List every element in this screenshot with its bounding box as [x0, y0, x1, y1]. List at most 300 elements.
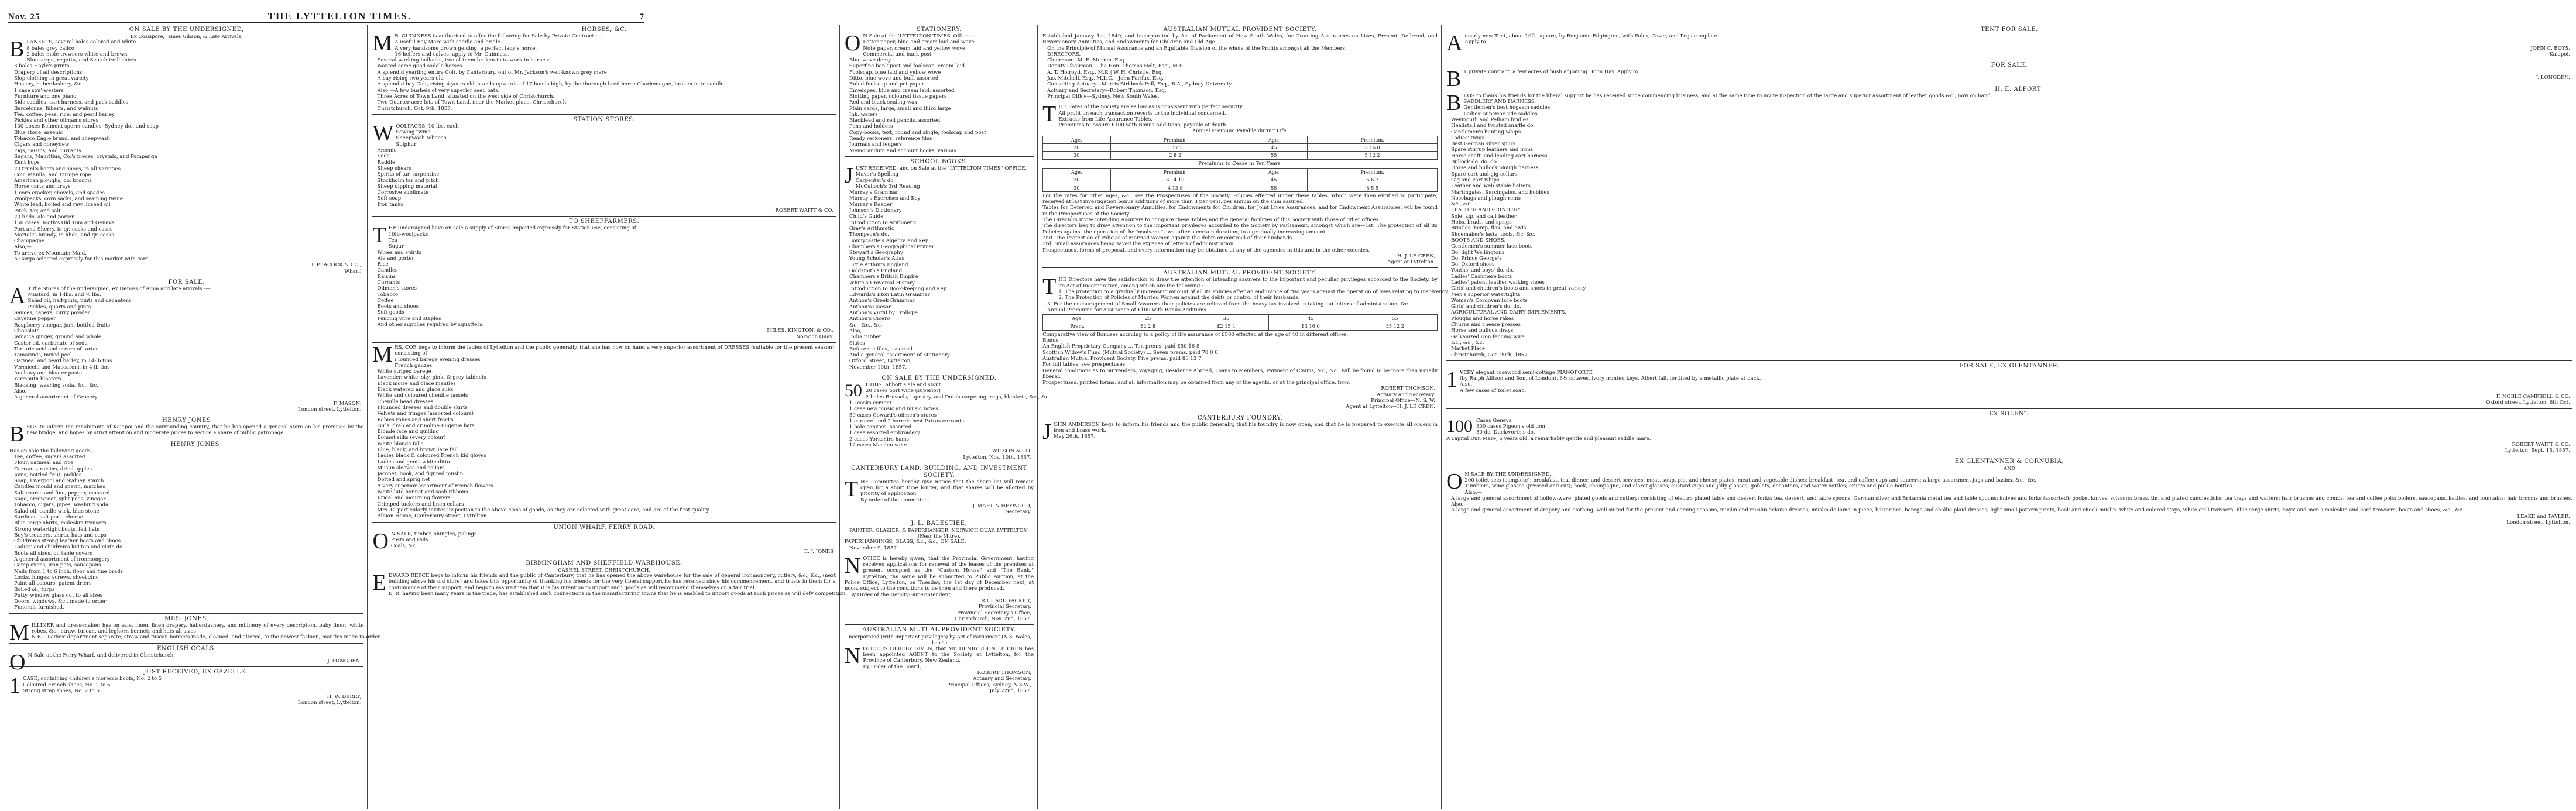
table-cell: 5 12 2: [1308, 152, 1438, 159]
ad-signature: J. MARTIN HEYWOOD,: [972, 503, 1032, 510]
ad-line: Flour, oatmeal and rice: [14, 460, 74, 466]
ad-line: A useful Bay Mare with saddle and bridle.: [395, 39, 502, 46]
drop-cap: 1: [1446, 367, 1457, 392]
ad-line: HE Rates of the Society are as low as is consistent with perfect security.: [1058, 104, 1244, 111]
ad-line: Also,: [849, 328, 862, 334]
ad-line: Flounced barege evening dresses: [395, 356, 481, 363]
ad-line: Actuary and Secretary—Robert Thomson, Esq.: [1047, 87, 1167, 94]
ad-line: Currants: [377, 279, 400, 286]
ad-line: Extracts from Life Assurance Tables.: [1058, 116, 1152, 122]
ad-line: Anthon's Virgil by Trollope: [849, 310, 918, 317]
ad-line: 200 toilet sets (complete); breakfast, tea, dinner, and dessert services; meat, soup, pie, and cheese plates; meat and vegetable dishes; breakfast, tea, and coffee cups and saucers; a large assortment jugs and basins, &c., &c.: [1464, 477, 2036, 483]
ad-line: 10lb-woolpacks: [388, 231, 428, 238]
table-title: Annual Premium Payable during Life.: [1192, 128, 1288, 135]
drop-cap: M: [372, 31, 393, 56]
ad-line: Coffee: [377, 297, 394, 304]
table-row: [1043, 168, 1438, 176]
ad-line: Strong strap shoes, No. 2 to 6.: [23, 688, 101, 694]
page-number: 7: [639, 12, 644, 22]
ad-signature: Wharf.: [344, 268, 362, 274]
ad-line: White striped barege: [377, 369, 431, 375]
table-cell: 35: [1184, 315, 1268, 322]
ad-line: Weymouth and Pelham bridles: [1450, 116, 1529, 123]
ad-line: Goldsmith's England: [849, 267, 903, 274]
table-cell: £5 12 2: [1353, 322, 1437, 330]
ad-line: CASE, containing children's morocco boots, No. 2 to 5: [23, 676, 162, 682]
ad-line: Corrosive sublimate: [377, 190, 429, 196]
ad-subheading: Incorporated (with important privileges) by Act of Parliament (N.S. Wales, 1857.): [846, 634, 1032, 646]
ad-line: &c., &c., &c.: [849, 322, 883, 328]
ad-line: 1 case sou'-westers: [14, 87, 64, 94]
ad-line: Velvets and fringes (assorted colours): [377, 411, 474, 417]
ad-line: Fencing wire and staples: [377, 315, 441, 322]
ad-line: A bay rising two years old: [377, 75, 444, 82]
ad-line: Strong watertight boots, felt hats: [14, 526, 100, 532]
newspaper-title: THE LYTTELTON TIMES.: [267, 11, 412, 22]
ad-line: Christchurch, Oct. 9th, 1857.: [377, 105, 452, 112]
ad-signature: F. MASON.: [333, 400, 362, 407]
ad-line: Ladies black & coloured French kid gloves: [377, 453, 486, 459]
ad-line: Young Scholar's Atlas: [849, 256, 904, 262]
ad-signature: Lyttelton, Nov. 10th, 1857.: [963, 454, 1032, 461]
ad-line: 50 cases Coward's oilmen's stores: [849, 412, 937, 418]
column-4: [1041, 25, 1449, 809]
ad-line: Flounced dresses and double skirts: [377, 404, 468, 411]
columns: [8, 25, 2572, 809]
ad-line: Gentlemen's summer lace boots: [1450, 243, 1533, 250]
ad-line: Two Quarter-acre lots of Town Land, near the Market-place, Christchurch.: [377, 99, 568, 106]
ad-line: Sauces, capers, curry powder: [14, 310, 90, 317]
ad-line: Oatmeal and pearl barley, in 14-lb tins: [14, 358, 112, 365]
ad-paragraph: A capital Dun Mare, 6 years old, a remarkably gentle and pleasant saddle mare.: [1446, 435, 1651, 442]
ad-line: Sheep shears: [377, 165, 411, 171]
ad-line: Sewing twine: [396, 129, 431, 136]
ad-signature: H. J. LE CREN,: [1397, 253, 1435, 259]
ad-line: By Order of the Deputy-Superintendent,: [849, 592, 952, 598]
ad-line: Woolpacks, corn sacks, and seaming twine: [14, 196, 124, 202]
table-cell: 3 14 10: [1110, 176, 1240, 184]
ad-line: Also,—: [1450, 501, 1469, 508]
ad-line: Ladies' and children's kid top and cloth do.: [14, 544, 124, 551]
ad-line: Castor oil, carbonate of soda: [14, 340, 88, 346]
ad-line: N SALE BY THE UNDERSIGNED.: [1464, 471, 1551, 477]
ad-line: Pickles, quarts and pints: [28, 304, 91, 310]
ad-line: Children's strong leather boots and shoes: [14, 538, 121, 545]
ad-line: Cayenne pepper: [14, 316, 56, 322]
ad-line: Several working bullocks, two of them broken-in to work in harness.: [377, 57, 553, 64]
ad-line: Youths' and boys' do. do.: [1450, 267, 1514, 274]
ad-heading: CANTERBURY FOUNDRY.: [1197, 414, 1283, 421]
ad-line: Soap, Liverpool and Sydney, starch: [14, 478, 104, 484]
ad-line: Sago, arrowroot, split peas, vinegar: [14, 496, 106, 503]
drop-cap: O: [372, 528, 389, 554]
ad-paragraph: An English Proprietary Company ... Ten prems. paid £50 16 8: [1042, 343, 1200, 350]
premium-table: [1042, 168, 1438, 192]
ad-line: Chocolate: [14, 328, 40, 334]
ad-heading: TENT FOR SALE.: [1980, 26, 2038, 33]
ad-signature: ROBERT WAITT & CO.: [2512, 441, 2570, 448]
ad-line: Boiled oil, turps: [14, 586, 55, 593]
ad-line: Carpenter's do.: [855, 177, 896, 184]
table-row: [1043, 315, 1438, 322]
ad-line: Iron tanks: [377, 201, 404, 208]
ad-line: A few cases of toilet soap.: [1459, 387, 1527, 394]
ad-signature: WILSON & CO.: [992, 448, 1032, 455]
ad-line: Tea: [388, 237, 397, 243]
ad-heading: ENGLISH COALS.: [157, 645, 217, 652]
ad-signature: JOHN C. BOYS,: [2530, 45, 2570, 51]
ad-line: French gauzes: [395, 362, 433, 369]
ad-line: Barcelonas, filberts, and walnuts: [14, 105, 98, 112]
premium-table: [1042, 314, 1438, 331]
ad-line: A large and general assortment of hollow-ware, plated goods and cutlery; consisting of electro plated table and dessert forks; tea, dessert, and table spoons; German silver and Britannia metal tea and table spoons; knives and forks (assorted); pocket knives, scissors; brass, tin, and plated candlesticks; tea trays and waiters; hair brushes and combs; tea and coffee pots; boilers, saucepans, kettles, and fountains; hair brooms and brushes.: [1450, 495, 2572, 501]
ad-line: Candles mould and sperm, matches: [14, 484, 105, 490]
ad-line: Drapery of all descriptions: [14, 69, 83, 75]
table-cell: Premium.: [1110, 136, 1240, 143]
ad-line: 300 cases Pigeon's old tom: [1476, 423, 1545, 429]
ad-line: November 10th, 1857.: [849, 364, 907, 370]
ad-line: Jas. Mitchell, Esq., M.L.C. | John Fairfax, Esq.: [1047, 75, 1164, 82]
ad-line: Best German silver spurs: [1450, 141, 1516, 147]
ad-line: All profit on each transaction reverts to the individual concerned.: [1058, 110, 1226, 116]
table-row: [1043, 322, 1438, 330]
ad-line: Dotted and sprig net: [377, 477, 430, 483]
ad-line: Black watered and glace silks: [377, 387, 454, 393]
ad-line: OOLPACKS, 10 lbs. each: [396, 123, 459, 129]
advertisement: [1446, 456, 2572, 528]
ad-line: Putty, window glass cut to all sizes: [14, 592, 103, 599]
ad-line: 1 corn cracker, shovels, and spades: [14, 190, 105, 196]
table-cell: 30: [1043, 184, 1110, 191]
table-row: [1043, 152, 1438, 159]
ad-line: Blue serge, regatta, and Scotch twill shirts: [26, 57, 136, 64]
table-cell: Age.: [1240, 136, 1308, 143]
ad-line: Tea, coffee, peas, rice, and pearl barley: [14, 111, 115, 118]
ad-line: OTICE is hereby given, that the Provincial Government, having received applications for renewal of the leases of the premises at present occupied as the "Custom House" and "The Bank," Lyttelton, the same will be submitted to Public Auction, at the Police Office, Lyttelton, on Tuesday, the 1st day of December next, at noon, subject to the conditions to be then and there produced.: [844, 555, 1034, 592]
ad-heading: ON SALE BY THE UNDERSIGNED.: [881, 375, 997, 382]
ad-line: Established January 1st, 1849, and Incorporated by Act of Parliament of New South Wales, for Granting Assurances on Lives, Present, Deferred, and Reversionary Annuities, and Endowments for Children and Old Age.: [1042, 33, 1438, 46]
ad-line: Cigars and honeydew: [14, 142, 70, 148]
ad-line: Raspberry vinegar, jam, bottled fruits: [14, 322, 111, 328]
table-row: [1043, 144, 1438, 152]
ad-line: A large and general assortment of drapery and clothing, well suited for the present and coming seasons, muslin and muslin-delaine dresses, muslin-de-laine in piece, balzerines, barege and challie plaid dresses, light small pattern prints, book and check muslin, white and colored stays, white drill trowsers, blue serge shirts, boys' and men's moleskin and cord trowsers, boots and shoes, &c., &c.: [1450, 507, 2464, 514]
ad-line: Spare cart and gig collars: [1450, 171, 1518, 177]
ad-heading: EX GLENTANNER & CORNUBIA,: [1954, 458, 2064, 465]
ad-line: By order of the committee,: [860, 497, 929, 503]
ad-line: Child's Guide: [849, 214, 884, 220]
ad-signature: Principal Offices, Sydney, N.S.W.,: [946, 682, 1032, 688]
advertisement: [1042, 413, 1438, 442]
ad-line: Pickles and other oilman's stores: [14, 118, 99, 124]
advertisement: [845, 625, 1034, 696]
ad-line: Spare stirrup leathers and irons: [1450, 147, 1534, 153]
ad-paragraph: Prospectuses, forms of proposal, and every information may be obtained at any of the agencies in this and in the other colonies.: [1042, 247, 1370, 253]
ad-line: Figs, raisins, and currants: [14, 147, 81, 154]
ad-signature: Agent at Lyttelton.: [1387, 259, 1435, 266]
advertisement: [9, 25, 363, 277]
ad-line: 1 caroteel and 2 barrels best Patras currants: [849, 418, 964, 424]
ad-line: Hosiery, haberdashery, &c.: [14, 81, 83, 88]
ad-signature: H. W. DERRY,: [327, 694, 362, 700]
drop-cap: W: [372, 121, 394, 146]
ad-line: Ladies and gents white ditto: [377, 459, 450, 465]
ad-line: EGS to inform the inhabitants of Kaiapoi and the surrounding country, that he has opened a general store on his premises by the new bridge, and hopes by strict attention and moderate prices to secure a share of public patronage.: [26, 424, 364, 437]
ad-line: American ploughs, do. brooms: [14, 178, 92, 184]
ad-line: Boots all sizes, oil table covers: [14, 550, 92, 556]
ad-signature: Norwich Quay.: [795, 334, 833, 340]
table-title: Premiums to Cease in Ten Years.: [1198, 160, 1282, 167]
advertisement: [1042, 25, 1438, 102]
ad-heading: JUST RECEIVED, EX GAZELLE.: [143, 669, 248, 676]
drop-cap: B: [1446, 67, 1462, 92]
ad-line: Spirits of tar, turpentine: [377, 171, 440, 178]
advertisement: [9, 277, 363, 415]
table-cell: Premium.: [1308, 136, 1438, 143]
drop-cap: O: [1446, 469, 1463, 494]
ad-line: Mustard, in 1-lbs. and ½ lbs.: [28, 292, 101, 298]
ad-line: LEATHER AND GRINDERY.: [1450, 207, 1522, 214]
ad-line: 1 case assorted embroidery: [849, 430, 920, 437]
drop-cap: A: [1446, 31, 1463, 56]
ad-line: Tamarinds, mixed peel: [14, 352, 72, 359]
ad-paragraph: Australian Mutual Provident Society. Five prems. paid 80 13 7: [1042, 355, 1202, 362]
table-cell: Premium.: [1110, 168, 1240, 176]
ad-line: Port and Sherry, in qr.-casks and cases: [14, 226, 113, 232]
ad-line: Wines and spirits: [377, 249, 421, 256]
table-cell: Premium.: [1308, 168, 1438, 176]
ad-line: Raisins: [377, 273, 396, 280]
advertisement: [1446, 25, 2572, 60]
ad-line: Shoemaker's lasts, tools, &c. &c.: [1450, 231, 1535, 238]
ad-line: Kent hops: [14, 160, 40, 166]
ad-line: 20 cases port wine (superior): [865, 388, 941, 394]
ad-heading: BIRMINGHAM AND SHEFFIELD WAREHOUSE.: [526, 559, 682, 566]
ad-heading: SCHOOL BOOKS.: [910, 158, 968, 165]
ad-line: Do. light Wellingtons: [1450, 249, 1505, 256]
ad-line: May 26th, 1857.: [1053, 434, 1096, 440]
advertisement: [845, 518, 1034, 554]
ad-line: Sheepwash tobacco: [396, 135, 447, 142]
ad-line: Sugars, Mauritius, Co.'s pieces, crystals, and Pampanga: [14, 153, 157, 160]
ad-line: Jams, bottled fruit, pickles: [14, 472, 82, 478]
ad-signature: ROBERT THOMSON,: [1381, 386, 1435, 392]
ad-line: Also,—: [1464, 489, 1483, 496]
ad-line: Blacking, washing soda, &c., &c.: [14, 382, 98, 389]
ad-signature: ROBERT WAITT & CO.: [775, 208, 833, 214]
ad-line: 8 bales grey calico: [26, 45, 74, 51]
ad-line: Journals and ledgers: [849, 142, 903, 148]
ad-line: Envelopes, blue and cream laid, assorted: [849, 87, 955, 94]
ad-line: McCulloch's 3rd Reading: [855, 183, 920, 190]
ad-signature: MILES, KINGTON, & CO.,: [767, 328, 833, 334]
ad-line: Introduction to Book-keeping and Key: [849, 286, 946, 292]
table-cell: Age.: [1043, 315, 1112, 322]
ad-line: Blotting paper, coloured tissue papers: [849, 93, 947, 99]
ad-line: Also,: [14, 388, 27, 394]
ad-line: Rice: [377, 262, 389, 268]
ad-line: Thompson's do.: [849, 232, 889, 238]
ad-line: Ink, wafers: [849, 111, 878, 118]
ad-line: 150 cases Booth's Old Tom and Geneva: [14, 220, 115, 226]
ad-line: DWARD REECE begs to inform his friends and the public of Canterbury, that he has opened the above warehouse for the sale of general ironmongery, cutlery, &c., &c., (next building above his old store) and takes this opportunity of thanking his friends for the very liberal support he has received since his commencement, and trusts in them for a continuance of their support; and begs to assure them that it is his intention to import such goods as will recommend themselves on a fair trial.: [388, 573, 836, 591]
ad-signature: Christchurch, Nov. 2nd, 1857.: [954, 616, 1032, 622]
ad-line: Copy-books, text, round and single, foolscap and post: [849, 129, 986, 136]
ad-line: Arsenic: [377, 147, 397, 154]
ad-line: ILLINER and dress-maker, has on sale, linen, linen drapery, haberdashery, and millinery of every description, baby linen, white robes, &c., straw, tuscan, and leghorn bonnets and hats all sizes: [31, 622, 364, 635]
advertisement: [372, 343, 835, 523]
ad-line: 2. The Protection of Policies of Married Women against the debts or control of their husbands.: [1058, 295, 1300, 301]
drop-cap: T: [372, 223, 386, 248]
ad-line: Chambers's British Empire: [849, 274, 918, 280]
ad-line: Blue serge shirts, moleskin trousers: [14, 520, 107, 527]
ad-line: Note paper, cream laid and yellow wove: [863, 45, 966, 51]
ad-line: Johnson's Dictionary: [849, 208, 902, 214]
ad-line: Albion House, Canterbury-street, Lyttelton.: [377, 513, 489, 520]
ad-signature: Provincial Secretary.: [978, 604, 1032, 610]
ad-line: Blue wove demy: [849, 57, 891, 64]
advertisement: [9, 415, 364, 447]
ad-line: Salt coarse and fine, pepper, mustard: [14, 490, 110, 496]
drop-number: 50: [844, 381, 862, 401]
ad-signature: London street, Lyttelton.: [297, 406, 362, 413]
ad-line: R. GUINNESS is authorised to offer the following for Sale by Private Contract :—: [395, 33, 603, 39]
advertisement: [9, 614, 382, 645]
ad-signature: London-street, Lyttelton.: [2506, 520, 2570, 526]
ad-heading: FOR SALE, EX GLENTANNER.: [1959, 362, 2060, 369]
drop-cap: O: [844, 31, 861, 56]
ad-signature: Actuary and Secretary.: [973, 676, 1032, 682]
drop-cap: M: [9, 620, 29, 645]
ad-paragraph: For the rates for other ages, &c., see the Prospectuses of the Society. Policies effected under these tables, which were then entitled to participate, received at last investigation bonus additions of more than 3 per cent. per annum on the sum assured.: [1042, 193, 1438, 205]
ad-line: Oxford Street, Lyttelton,: [849, 358, 913, 365]
ad-heading: STATIONERY.: [917, 26, 962, 33]
ad-line: Yarmouth bloaters: [14, 376, 61, 383]
ad-heading: STATION STORES.: [573, 116, 635, 123]
ad-paragraph: Prospectuses, printed forms, and all information may be obtained from any of the agents, or at the principal office, from: [1042, 380, 1350, 386]
drop-cap: 1: [9, 673, 20, 699]
table-cell: 45: [1268, 315, 1353, 322]
ad-line: Reference files, assorted: [849, 346, 913, 352]
ad-signature: July 22nd, 1857.: [989, 688, 1032, 694]
table-cell: 55: [1240, 152, 1308, 159]
ad-paragraph: The Directors invite intending Assurers to compare these Tables and the general facilities of this Society with those of other offices.: [1042, 217, 1380, 224]
ad-line: Women's Cordovan lace boots: [1450, 297, 1528, 304]
table-cell: 20: [1043, 144, 1110, 152]
ad-line: Superfine bank post and foolscap, cream laid: [849, 63, 965, 70]
ad-line: A general assortment of Grocery.: [14, 394, 99, 401]
drop-cap: J: [844, 163, 853, 188]
ad-line: Apply to: [1464, 39, 1486, 46]
ad-signature: LEAKE and TAYLER.: [2517, 513, 2570, 520]
table-row: [1043, 176, 1438, 184]
ad-paragraph: Comparative view of Bonuses accruing to a policy of life assurance of £500 effected at the age of 40 in different offices.: [1042, 331, 1349, 338]
ad-line: Girls' and children's boots and shoes in great variety: [1450, 286, 1586, 292]
ad-line: Tea, coffee, sugars assorted: [14, 454, 85, 460]
ad-line: Slates: [849, 340, 865, 346]
advertisement: [372, 217, 835, 343]
ad-line: 16 heifers and calves, apply to Mr. Guinness.: [395, 51, 510, 57]
drop-number: 100: [1446, 416, 1473, 436]
ad-line: Three Acres of Town Land, situated on the west side of Christchurch.: [377, 93, 555, 99]
ad-line: Anthon's Caesar: [849, 304, 891, 310]
ad-line: Blacklead and red pencils, assorted: [849, 118, 941, 124]
ad-paragraph: Tables for Deferred and Reversionary Annuities, for Endowments for Children, for Joint Lives Assurances, and for Endowment Assurances, will be found in the Prospectuses of the Society.: [1042, 205, 1438, 217]
ad-line: Soda: [377, 153, 390, 160]
ad-line: India rubber: [849, 334, 881, 341]
ad-line: Edwards's Eton Latin Grammar: [849, 292, 930, 298]
ad-line: 50 do. Duckworth's do.: [1476, 429, 1535, 436]
ad-line: N Sale at the 'LYTTELTON TIMES' Office:—: [863, 33, 975, 39]
ad-line: Candles: [377, 267, 398, 274]
ad-line: White and coloured chenille tassels: [377, 393, 468, 399]
ad-line: Bonnet silks (every colour): [377, 435, 446, 441]
table-cell: Age.: [1043, 168, 1110, 176]
ad-line: Gentlemen's hunting whips: [1450, 129, 1521, 135]
ad-line: By Order of the Board,: [863, 664, 921, 670]
ad-line: Salad oil, half-pints, pints and decanters: [28, 298, 131, 304]
ad-line: 20 hhds. ale and porter: [14, 214, 74, 220]
ad-line: Funerals furnished.: [14, 604, 64, 611]
ad-line: 20 trunks boots and shoes, in all varieties: [14, 166, 121, 172]
ad-line: Babies robes and short frocks: [377, 417, 454, 423]
ad-line: Foolscap, blue laid and yellow wove: [849, 69, 941, 75]
ad-line: Anthon's Greek Grammar: [849, 298, 915, 304]
ad-line: Sulphur: [396, 141, 417, 147]
ad-line: T the Stores of the undersigned, ex Heroes of Alma and late arrivals :—: [28, 286, 211, 292]
ad-line: Bridal and mourning flowers: [377, 495, 451, 501]
ad-line: Christchurch, Oct. 20th, 1857.: [1450, 352, 1529, 358]
ad-line: Also,: [1459, 382, 1473, 388]
advertisement: [1446, 84, 2572, 361]
ad-line: SADDLERY AND HARNESS.: [1463, 99, 1536, 105]
ad-line: White lead, boiled and raw linseed oil: [14, 202, 111, 208]
ad-line: N Sale at the Ferry Wharf, and delivered in Christchurch.: [28, 652, 175, 658]
ad-heading: FOR SALE.: [1991, 62, 2028, 69]
ad-line: Locks, hinges, screws, sheet zinc: [14, 574, 99, 580]
ad-line: Girls' drab and crinoline Eugenie hats: [377, 422, 475, 429]
ad-line: Tobacco: [377, 291, 399, 298]
ad-line: Pitch, tar, and salt: [14, 208, 61, 214]
drop-cap: M: [372, 342, 393, 367]
ad-paragraph: Bonus.: [1042, 338, 1060, 344]
ad-line: E. R. having been many years in the trade, has established such connections in the manufacturing towns that he is enabled to import goods at such prices as will defy competition.: [388, 590, 848, 597]
ad-signature: Principal Office—N. S. W.: [1371, 398, 1435, 404]
ad-line: A. T. Holroyd, Esq., M.P. | W. H. Christie, Esq.: [1047, 69, 1164, 75]
ad-subheading: AND: [2003, 465, 2015, 472]
ad-line: Coals, &c.: [390, 543, 417, 549]
ad-line: OHN ANDERSON begs to inform his friends and the public generally, that his foundry is now open, and that he is prepared to execute all orders in iron and brass work.: [1053, 421, 1438, 434]
ad-line: &c., &c.: [1450, 201, 1472, 208]
ad-line: Red and black sealing-wax: [849, 99, 918, 106]
ad-signature: Lyttelton, Sept. 15, 1857.: [2505, 448, 2570, 454]
advertisement: [844, 373, 1051, 463]
ad-line: Stockholm tar and pitch: [377, 177, 439, 184]
ad-line: Boots and shoes: [377, 304, 419, 310]
ad-signature: London street, Lyttelton.: [297, 700, 362, 706]
drop-cap: E: [372, 571, 386, 596]
ad-line: Posts and rails.: [390, 537, 430, 543]
ad-line: Annual Premiums for Assurance of £100 with Bonus Additions.: [1047, 307, 1208, 313]
ad-line: Anchovy and bloater paste: [14, 370, 83, 377]
ad-line: Muslin sleeves and collars: [377, 465, 445, 471]
ad-line: White lute bonnet and sash ribbons: [377, 489, 468, 496]
ad-line: 1. The protection to a gradually increasing amount of all its Policies after an endurance of two years against the operation of laws relating to Insolvency.: [1058, 288, 1449, 295]
drop-cap: T: [844, 476, 859, 501]
ad-line: And a general assortment of Stationery.: [849, 352, 951, 359]
ad-heading: UNION WHARF, FERRY ROAD.: [553, 524, 656, 531]
ad-line: 10 casks cement: [849, 400, 892, 406]
ad-line: Principal Office—Sydney, New South Wales.: [1047, 93, 1160, 99]
